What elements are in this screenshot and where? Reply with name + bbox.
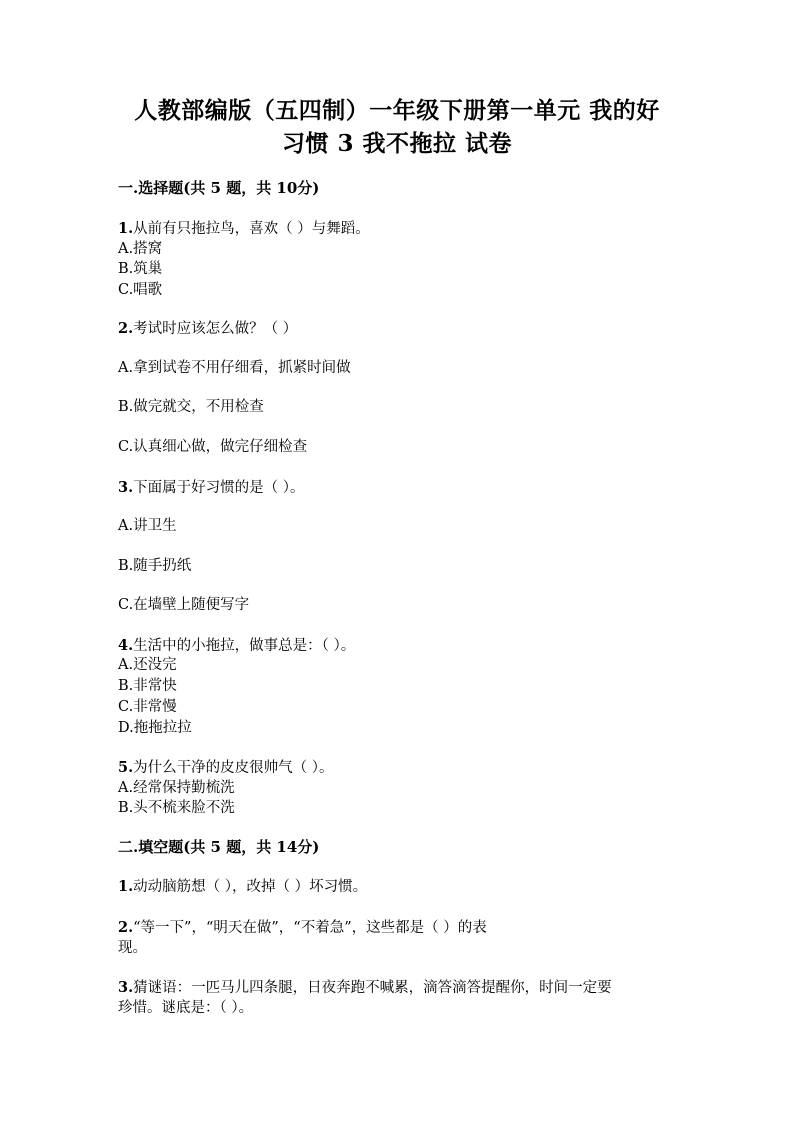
question-number: 3. (118, 979, 134, 996)
fill-question-2-cont: 现。 (118, 940, 147, 956)
question-text: “等一下”，“明天在做”，“不着急”，这些都是（ ）的表 (133, 920, 487, 936)
section-heading-fill: 二.填空题(共 5 题，共 14分) (118, 838, 320, 856)
option-q4-a: A.还没完 (118, 657, 177, 673)
question-3 (118, 477, 305, 499)
question-text: 为什么干净的皮皮很帅气（ ）。 (133, 760, 334, 776)
question-2 (118, 318, 297, 340)
fill-question-3 (118, 977, 612, 999)
option-q5-b: B.头不梳来脸不洗 (118, 800, 235, 816)
question-text: 生活中的小拖拉，做事总是：（ ）。 (133, 638, 356, 654)
fill-question-2 (118, 917, 487, 939)
option-q4-d: D.拖拖拉拉 (118, 720, 192, 736)
question-text: 猜谜语：一匹马儿四条腿，日夜奔跑不喊累，滴答滴答提醒你，时间一定要 (133, 980, 612, 996)
question-text: 从前有只拖拉鸟，喜欢（ ）与舞蹈。 (133, 221, 370, 237)
option-q2-c: C.认真细心做，做完仔细检查 (118, 439, 308, 455)
section-heading-choice: 一.选择题(共 5 题，共 10分) (118, 179, 320, 197)
title-line-1: 人教部编版（五四制）一年级下册第一单元 我的好 (134, 97, 660, 124)
title-line-2: 习惯 3 我不拖拉 试卷 (281, 130, 513, 157)
fill-question-1 (118, 876, 367, 898)
option-q3-c: C.在墙壁上随便写字 (118, 597, 250, 613)
question-text: 下面属于好习惯的是（ ）。 (133, 480, 305, 496)
question-5 (118, 757, 334, 779)
question-text: 考试时应该怎么做？（ ） (133, 321, 298, 337)
question-number: 3. (118, 479, 134, 496)
option-q1-a: A.搭窝 (118, 241, 163, 257)
question-number: 1. (118, 878, 134, 895)
question-number: 4. (118, 637, 134, 654)
question-number: 2. (118, 320, 134, 337)
question-number: 5. (118, 759, 134, 776)
question-4 (118, 635, 355, 657)
question-number: 1. (118, 220, 134, 237)
question-1 (118, 218, 370, 240)
option-q4-b: B.非常快 (118, 678, 177, 694)
option-q2-a: A.拿到试卷不用仔细看，抓紧时间做 (118, 360, 351, 376)
option-q1-b: B.筑巢 (118, 261, 163, 277)
option-q3-b: B.随手扔纸 (118, 558, 192, 574)
option-q2-b: B.做完就交，不用检查 (118, 399, 264, 415)
question-number: 2. (118, 919, 134, 936)
option-q4-c: C.非常慢 (118, 699, 177, 715)
fill-question-3-cont: 珍惜。谜底是：（ ）。 (118, 1000, 254, 1016)
option-q5-a: A.经常保持勤梳洗 (118, 780, 235, 796)
question-text: 动动脑筋想（ ），改掉（ ）坏习惯。 (133, 879, 368, 895)
option-q3-a: A.讲卫生 (118, 518, 177, 534)
option-q1-c: C.唱歌 (118, 282, 163, 298)
